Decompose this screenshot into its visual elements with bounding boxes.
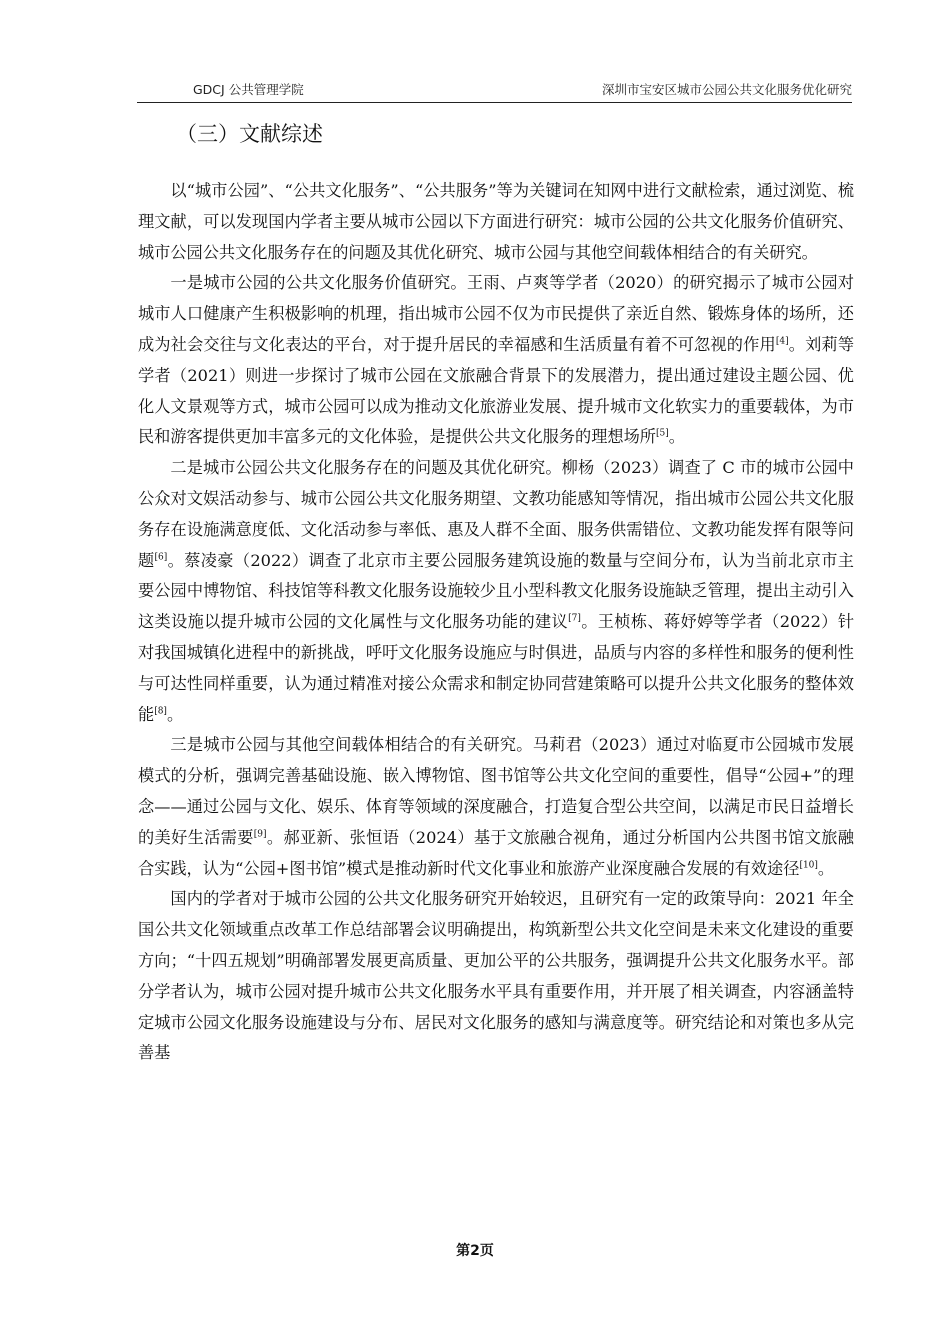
citation-ref: [10] <box>799 860 818 871</box>
paragraph-text: 。郝亚新、张恒语（2024）基于文旅融合视角，通过分析国内公共图书馆文旅融合实践，认为“公园+图书馆”模式是推动新时代文化事业和旅游产业深度融合发展的有效途径 <box>138 827 854 878</box>
paragraph-text: 三是城市公园与其他空间载体相结合的有关研究。马莉君（2023）通过对临夏市公园城市发展模式的分析，强调完善基础设施、嵌入博物馆、图书馆等公共文化空间的重要性，倡导“公园+”的理念——通过公园与文化、娱乐、体育等领域的深度融合，打造复合型公共空间，以满足市民日益增长的美好生活需要 <box>138 735 854 847</box>
citation-ref: [6] <box>154 552 168 563</box>
page-number: 第2页 <box>456 1243 494 1259</box>
paragraph-problem-research <box>138 453 854 730</box>
paragraph-text: 。刘莉等学者（2021）则进一步探讨了城市公园在文旅融合背景下的发展潜力，提出通过建设主题公园、优化人文景观等方式，城市公园可以成为推动文化旅游业发展、提升城市文化软实力的重要载体，为市民和游客提供更加丰富多元的文化体验，是提供公共文化服务的理想场所 <box>138 334 855 447</box>
paragraph-text: 。 <box>166 704 184 724</box>
body-text <box>138 176 854 1069</box>
paragraph-text: 二是城市公园公共文化服务存在的问题及其优化研究。柳杨（2023）调查了 C 市的城市公园中公众对文娱活动参与、城市公园公共文化服务期望、文教功能感知等情况，指出城市公园公共文化服务存在设施满意度低、文化活动参与率低、惠及人群不全面、服务供需错位、文教功能发挥有限等问题 <box>138 458 854 570</box>
paragraph-text: 。 <box>668 427 685 447</box>
page-header <box>137 76 852 103</box>
header-school: GDCJ 公共管理学院 <box>193 82 304 97</box>
citation-ref: [7] <box>568 613 581 624</box>
citation-ref: [4] <box>775 336 789 347</box>
paragraph-summary: 国内的学者对于城市公园的公共文化服务研究开始较迟，且研究有一定的政策导向：2021 年全国公共文化领域重点改革工作总结部署会议明确提出，构筑新型公共文化空间是未来文化建设的重要方向；“十四五规划”明确部署发展更高质量、更加公平的公共服务，强调提升公共文化服务水平。部分学者认为，城市公园对提升城市公共文化服务水平具有重要作用，并开展了相关调查，内容涵盖特定城市公园文化服务设施建设与分布、居民对文化服务的感知与满意度等。研究结论和对策也多从完善基 <box>138 889 854 1063</box>
citation-ref: [5] <box>656 428 669 439</box>
paragraph-text: 。蔡凌豪（2022）调查了北京市主要公园服务建筑设施的数量与空间分布，认为当前北京市主要公园中博物馆、科技馆等科教文化服务设施较少且小型科教文化服务设施缺乏管理，提出主动引入这类设施以提升城市公园的文化属性与文化服务功能的建议 <box>138 550 854 632</box>
citation-ref: [9] <box>253 829 267 840</box>
paragraph-value-research <box>138 268 854 453</box>
citation-ref: [8] <box>154 706 167 717</box>
paragraph-text: 一是城市公园的公共文化服务价值研究。王雨、卢爽等学者（2020）的研究揭示了城市公园对城市人口健康产生积极影响的机理，指出城市公园不仅为市民提供了亲近自然、锻炼身体的场所，还成为社会交往与文化表达的平台，对于提升居民的幸福感和生活质量有着不可忽视的作用 <box>138 273 854 354</box>
section-title: （三）文献综述 <box>176 122 323 146</box>
paragraph-text: 。王桢栋、蒋妤婷等学者（2022）针对我国城镇化进程中的新挑战，呼吁文化服务设施应与时俱进，品质与内容的多样性和服务的便利性与可达性同样重要，认为通过精准对接公众需求和制定协同营建策略可以提升公共文化服务的整体效能 <box>138 612 855 724</box>
paragraph-intro: 以“城市公园”、“公共文化服务”、“公共服务”等为关键词在知网中进行文献检索，通过浏览、梳理文献，可以发现国内学者主要从城市公园以下方面进行研究：城市公园的公共文化服务价值研究、城市公园公共文化服务存在的问题及其优化研究、城市公园与其他空间载体相结合的有关研究。 <box>138 181 854 262</box>
paragraph-combination-research <box>138 730 854 884</box>
header-thesis-title: 深圳市宝安区城市公园公共文化服务优化研究 <box>601 82 852 97</box>
paragraph-text: 。 <box>817 858 835 878</box>
